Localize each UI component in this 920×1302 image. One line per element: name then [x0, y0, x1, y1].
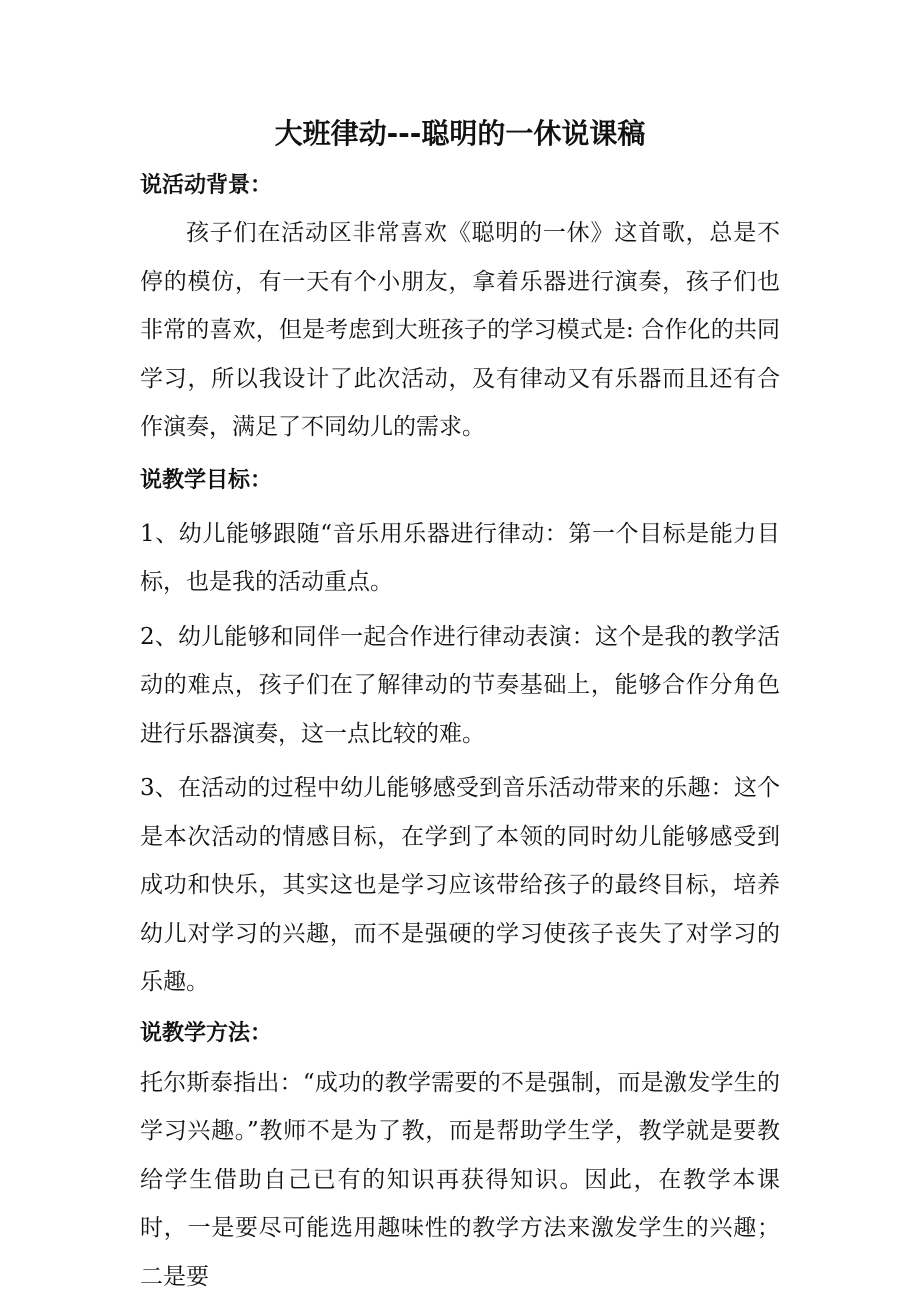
document-body [140, 163, 780, 1301]
document-title: 大班律动---聪明的一休说课稿 [274, 117, 646, 150]
section-heading-methods: 说教学方法： [140, 1020, 273, 1046]
goal-item-3: 3、在活动的过程中幼儿能够感受到音乐活动带来的乐趣：这个是本次活动的情感目标，在学到了本领的同时幼儿能够感受到成功和快乐，其实这也是学习应该带给孩子的最终目标，培养幼儿对学习的兴趣，而不是强硬的学习使孩子丧失了对学习的乐趣。 [140, 775, 780, 995]
goal-item-2: 2、幼儿能够和同伴一起合作进行律动表演：这个是我的教学活动的难点，孩子们在了解律动的节奏基础上，能够合作分角色进行乐器演奏，这一点比较的难。 [140, 623, 780, 747]
section-heading-background: 说活动背景： [140, 173, 273, 198]
methods-paragraph: 托尔斯泰指出：“成功的教学需要的不是强制，而是激发学生的学习兴趣。”教师不是为了教，而是帮助学生学，教学就是要教给学生借助自己已有的知识再获得知识。因此，在教学本课时，一是要尽可能选用趣味性的教学方法来激发学生的兴趣；二是要 [140, 1069, 780, 1290]
background-paragraph: 孩子们在活动区非常喜欢《聪明的一休》这首歌，总是不停的模仿，有一天有个小朋友，拿着乐器进行演奏，孩子们也非常的喜欢，但是考虑到大班孩子的学习模式是: 合作化的共同学习，所以我设计了此次活动，及有律动又有乐器而且还有合作演奏，满足了不同幼儿的需求。 [140, 220, 780, 440]
section-heading-goals: 说教学目标： [140, 467, 273, 493]
goal-item-1: 1、幼儿能够跟随“音乐用乐器进行律动：第一个目标是能力目标，也是我的活动重点。 [140, 520, 780, 595]
